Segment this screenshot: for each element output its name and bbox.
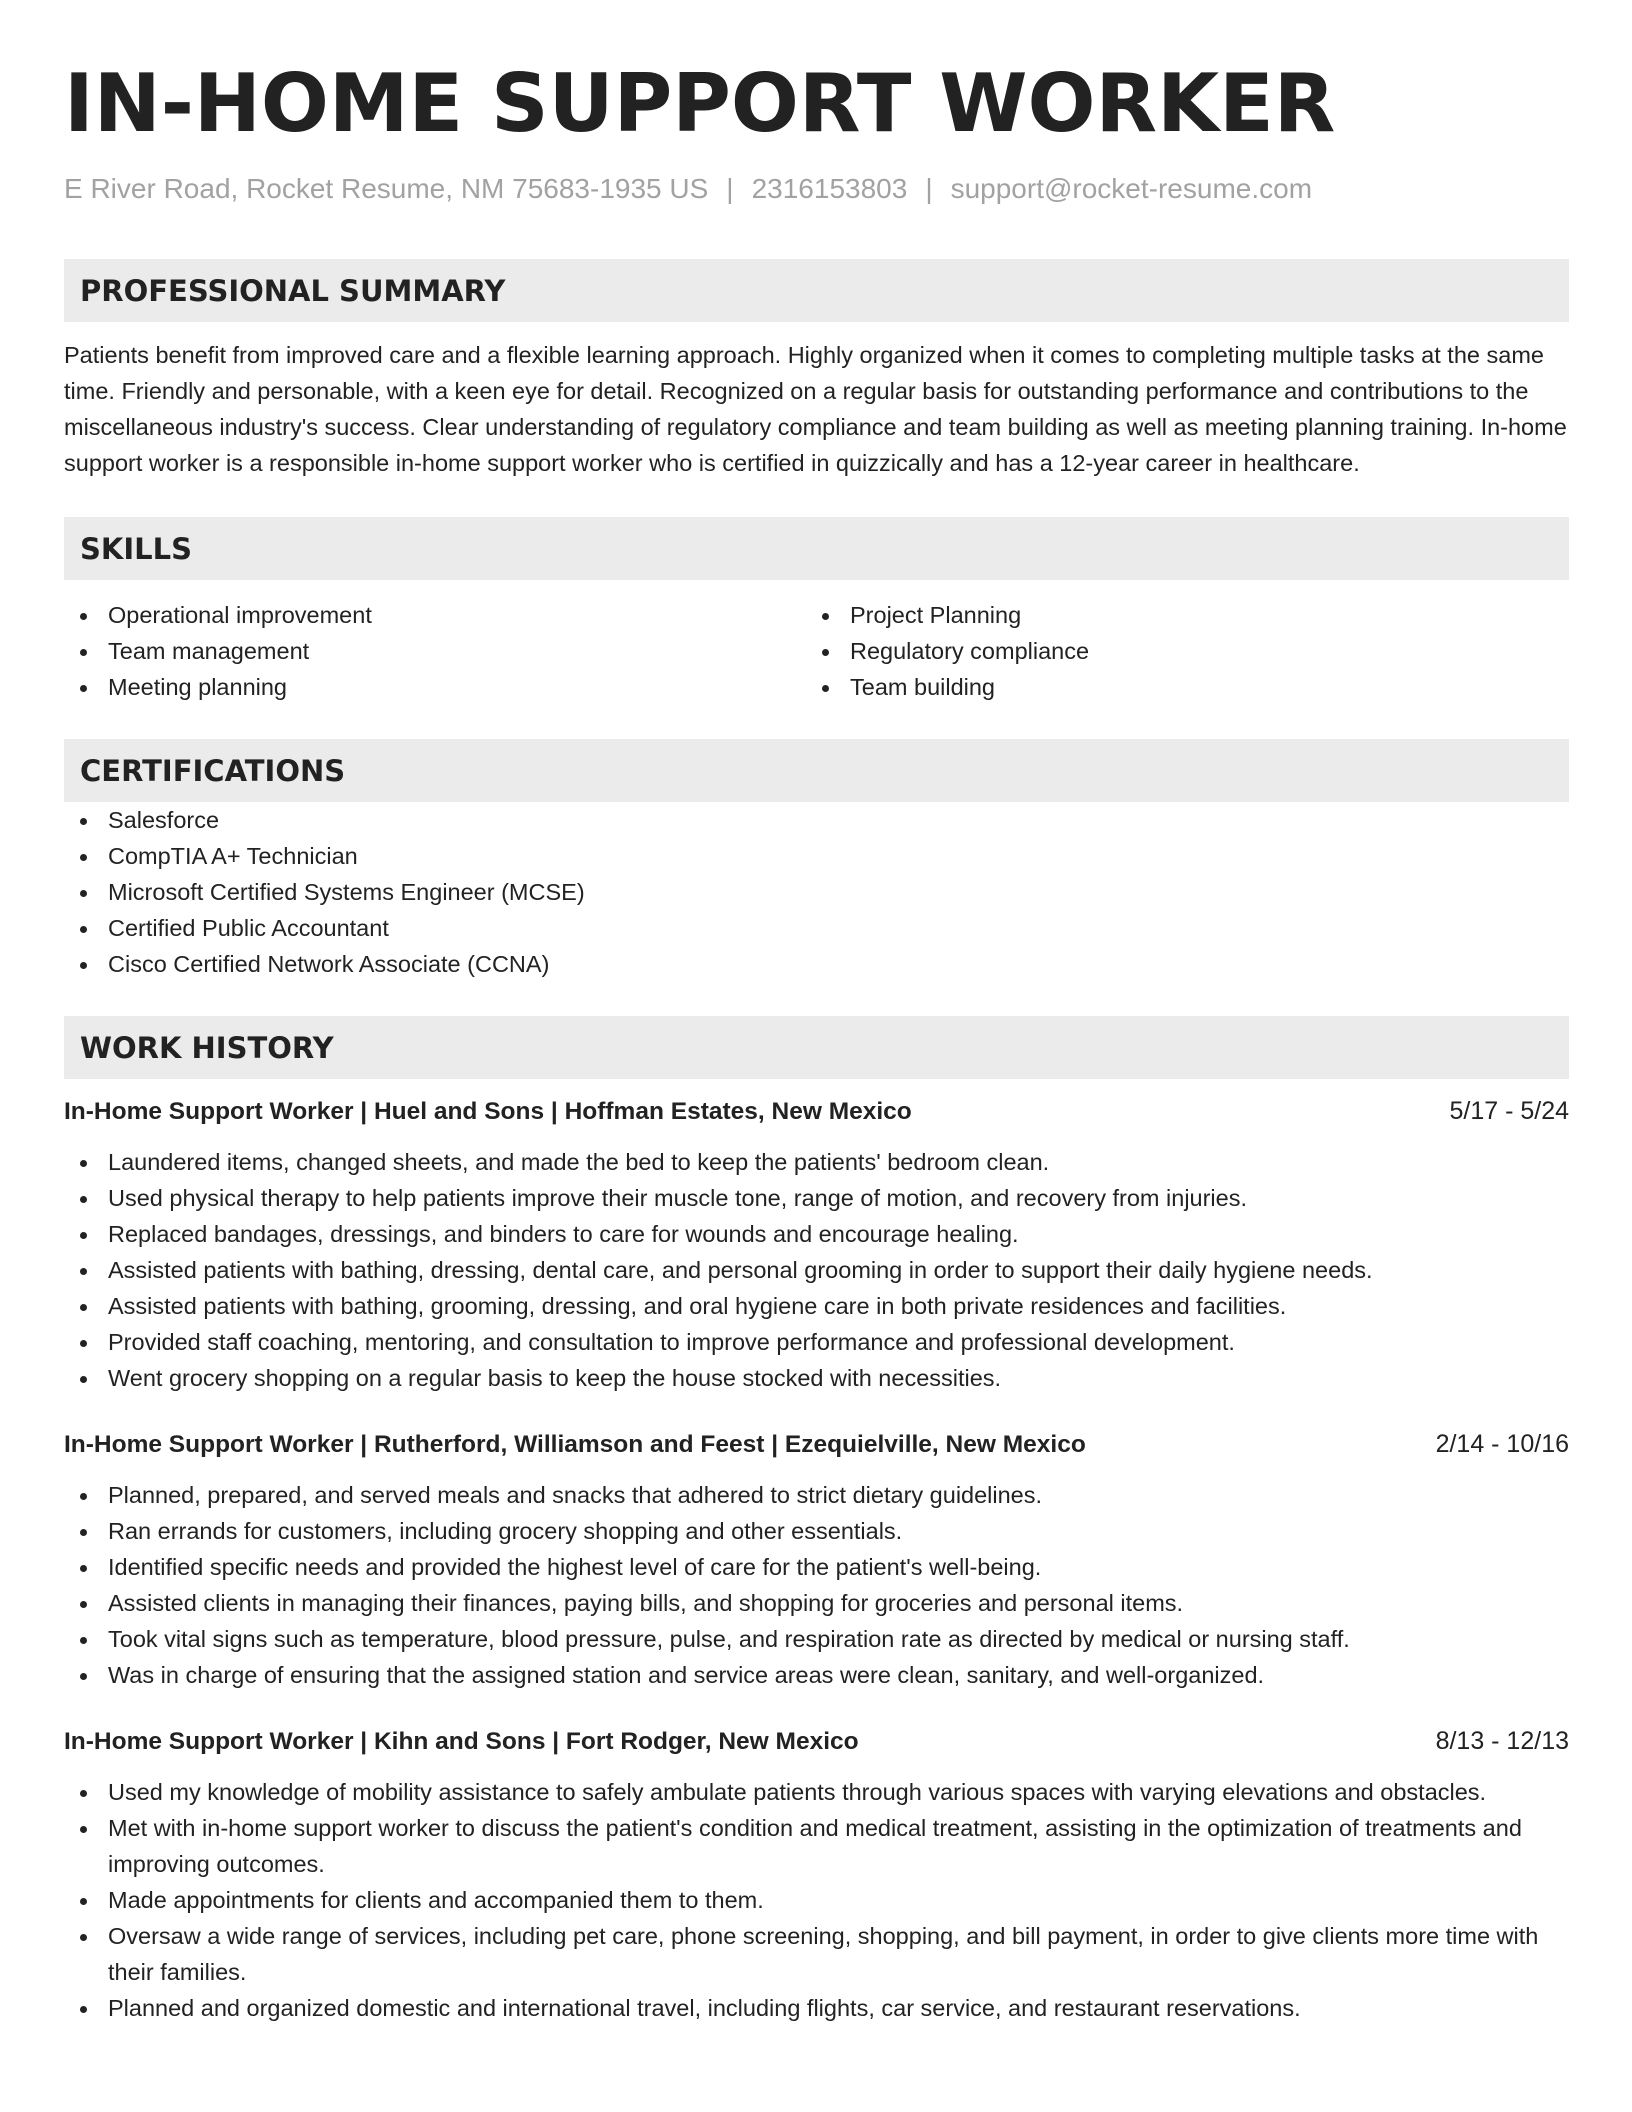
bullet-icon [822, 685, 829, 692]
skill-item-text: Team management [108, 638, 310, 664]
job-duties-list [64, 1144, 1569, 1396]
job-duty-item [64, 1144, 1569, 1180]
bullet-icon [80, 1376, 87, 1383]
bullet-icon [80, 890, 87, 897]
summary-text: Patients benefit from improved care and a flexible learning approach. Highly organized when it comes to completing multiple tasks at the same time. Friendly and personable, with a keen eye for detail. Recognized on a regular basis for outstanding performance and contributions to the miscellaneous industry's success. Clear understanding of regulatory compliance and team building as well as meeting planning training. In-home support worker is a responsible in-home support worker who is certified in quizzically and has a 12-year career in healthcare. [64, 342, 1567, 476]
bullet-icon [80, 1340, 87, 1347]
job-duty-item-text: Assisted patients with bathing, grooming, dressing, and oral hygiene care in both private residences and facilities. [108, 1293, 1287, 1319]
job-duty-item [64, 1657, 1569, 1693]
certification-item [64, 910, 1569, 946]
job-dates: 8/13 - 12/13 [1435, 1727, 1569, 1755]
job-duty-item [64, 1216, 1569, 1252]
certification-item-text: Certified Public Accountant [108, 915, 389, 941]
job-duty-item-text: Made appointments for clients and accompanied them to them. [108, 1887, 764, 1913]
job-duty-item [64, 1585, 1569, 1621]
certification-item [64, 946, 1569, 982]
job-title: In-Home Support Worker | Huel and Sons | Hoffman Estates, New Mexico [64, 1098, 912, 1125]
job-duty-item [64, 1324, 1569, 1360]
section-heading-summary: PROFESSIONAL SUMMARY [64, 259, 1569, 322]
work-history-section [64, 1016, 1569, 2026]
skill-item-text: Operational improvement [108, 602, 372, 628]
job-duty-item [64, 1477, 1569, 1513]
job-duty-item [64, 1288, 1569, 1324]
skill-item [806, 597, 1548, 633]
contact-email: support@rocket-resume.com [950, 173, 1313, 204]
job-duty-item [64, 1918, 1569, 1990]
bullet-icon [80, 962, 87, 969]
bullet-icon [80, 1160, 87, 1167]
job-duty-item [64, 1774, 1569, 1810]
job-duty-item [64, 1810, 1569, 1882]
skill-item-text: Project Planning [850, 602, 1022, 628]
job-list [64, 1093, 1569, 2026]
professional-summary-section [64, 259, 1569, 481]
skill-item [64, 597, 806, 633]
contact-line [64, 172, 1569, 206]
bullet-icon [80, 1565, 87, 1572]
skill-item-text: Meeting planning [108, 674, 287, 700]
bullet-icon [80, 1673, 87, 1680]
job-header [64, 1093, 1569, 1130]
bullet-icon [80, 854, 87, 861]
job-duty-item-text: Ran errands for customers, including grocery shopping and other essentials. [108, 1518, 903, 1544]
certification-item [64, 874, 1569, 910]
job-duty-item [64, 1360, 1569, 1396]
job-header [64, 1723, 1569, 1760]
skill-item [64, 633, 806, 669]
job-entry [64, 1723, 1569, 2026]
job-duty-item-text: Assisted patients with bathing, dressing, dental care, and personal grooming in order to support their daily hygiene needs. [108, 1257, 1373, 1283]
contact-address: E River Road, Rocket Resume, NM 75683-1935 US [64, 173, 709, 204]
job-duty-item [64, 1513, 1569, 1549]
job-duty-item-text: Went grocery shopping on a regular basis to keep the house stocked with necessities. [108, 1365, 1002, 1391]
skills-columns [64, 597, 1569, 705]
job-duty-item [64, 1621, 1569, 1657]
job-duty-item-text: Planned, prepared, and served meals and snacks that adhered to strict dietary guidelines. [108, 1482, 1043, 1508]
job-duty-item-text: Took vital signs such as temperature, blood pressure, pulse, and respiration rate as directed by medical or nursing staff. [108, 1626, 1350, 1652]
bullet-icon [80, 613, 87, 620]
certification-item [64, 838, 1569, 874]
job-dates: 5/17 - 5/24 [1449, 1097, 1569, 1125]
job-duty-item-text: Laundered items, changed sheets, and made the bed to keep the patients' bedroom clean. [108, 1149, 1050, 1175]
contact-phone: 2316153803 [751, 173, 908, 204]
job-duty-item-text: Met with in-home support worker to discuss the patient's condition and medical treatment, assisting in the optimization of treatments and improving outcomes. [108, 1815, 1522, 1877]
job-duty-item [64, 1549, 1569, 1585]
job-duty-item-text: Oversaw a wide range of services, including pet care, phone screening, shopping, and bill payment, in order to give clients more time with their families. [108, 1923, 1539, 1985]
bullet-icon [80, 1826, 87, 1833]
job-duty-item [64, 1180, 1569, 1216]
contact-separator: | [726, 173, 734, 204]
job-duty-item-text: Assisted clients in managing their finances, paying bills, and shopping for groceries and personal items. [108, 1590, 1184, 1616]
job-duty-item [64, 1882, 1569, 1918]
certification-list [64, 802, 1569, 982]
job-title: In-Home Support Worker | Kihn and Sons | Fort Rodger, New Mexico [64, 1728, 859, 1755]
bullet-icon [80, 818, 87, 825]
job-duty-item-text: Replaced bandages, dressings, and binders to care for wounds and encourage healing. [108, 1221, 1019, 1247]
contact-separator: | [925, 173, 933, 204]
bullet-icon [80, 685, 87, 692]
skill-item-text: Regulatory compliance [850, 638, 1090, 664]
certification-item-text: Microsoft Certified Systems Engineer (MCSE) [108, 879, 585, 905]
skills-section [64, 517, 1569, 705]
job-entry [64, 1426, 1569, 1693]
job-duty-item-text: Provided staff coaching, mentoring, and consultation to improve performance and professional development. [108, 1329, 1235, 1355]
job-entry [64, 1093, 1569, 1396]
job-duties-list [64, 1774, 1569, 2026]
bullet-icon [80, 926, 87, 933]
job-duty-item [64, 1252, 1569, 1288]
section-heading-work-history: WORK HISTORY [64, 1016, 1569, 1079]
skill-list [806, 597, 1548, 705]
bullet-icon [822, 649, 829, 656]
certifications-section [64, 739, 1569, 982]
resume-name: IN-HOME SUPPORT WORKER [64, 57, 1336, 150]
job-header [64, 1426, 1569, 1463]
skill-list [64, 597, 806, 705]
bullet-icon [80, 1196, 87, 1203]
skill-item-text: Team building [850, 674, 996, 700]
bullet-icon [80, 1268, 87, 1275]
section-heading-skills: SKILLS [64, 517, 1569, 580]
bullet-icon [80, 1790, 87, 1797]
job-title: In-Home Support Worker | Rutherford, Williamson and Feest | Ezequielville, New Mexico [64, 1431, 1086, 1458]
job-dates: 2/14 - 10/16 [1435, 1430, 1569, 1458]
bullet-icon [80, 1493, 87, 1500]
job-duty-item-text: Used physical therapy to help patients improve their muscle tone, range of motion, and recovery from injuries. [108, 1185, 1248, 1211]
job-duty-item [64, 1990, 1569, 2026]
bullet-icon [80, 1529, 87, 1536]
bullet-icon [80, 1304, 87, 1311]
job-duty-item-text: Was in charge of ensuring that the assigned station and service areas were clean, sanitary, and well-organized. [108, 1662, 1265, 1688]
resume-page [64, 58, 1569, 2026]
bullet-icon [80, 1934, 87, 1941]
bullet-icon [80, 1637, 87, 1644]
skill-item [64, 669, 806, 705]
certification-item [64, 802, 1569, 838]
certification-item-text: Cisco Certified Network Associate (CCNA) [108, 951, 550, 977]
job-duty-item-text: Identified specific needs and provided the highest level of care for the patient's well-being. [108, 1554, 1042, 1580]
certification-item-text: CompTIA A+ Technician [108, 843, 358, 869]
bullet-icon [80, 1232, 87, 1239]
bullet-icon [822, 613, 829, 620]
job-duty-item-text: Planned and organized domestic and international travel, including flights, car service, and restaurant reservations. [108, 1995, 1301, 2021]
skills-column-left [64, 597, 806, 705]
skill-item [806, 669, 1548, 705]
certification-item-text: Salesforce [108, 807, 220, 833]
job-duties-list [64, 1477, 1569, 1693]
bullet-icon [80, 2006, 87, 2013]
bullet-icon [80, 649, 87, 656]
skills-column-right [806, 597, 1548, 705]
bullet-icon [80, 1898, 87, 1905]
bullet-icon [80, 1601, 87, 1608]
job-duty-item-text: Used my knowledge of mobility assistance to safely ambulate patients through various spaces with varying elevations and obstacles. [108, 1779, 1487, 1805]
skill-item [806, 633, 1548, 669]
section-heading-certifications: CERTIFICATIONS [64, 739, 1569, 802]
